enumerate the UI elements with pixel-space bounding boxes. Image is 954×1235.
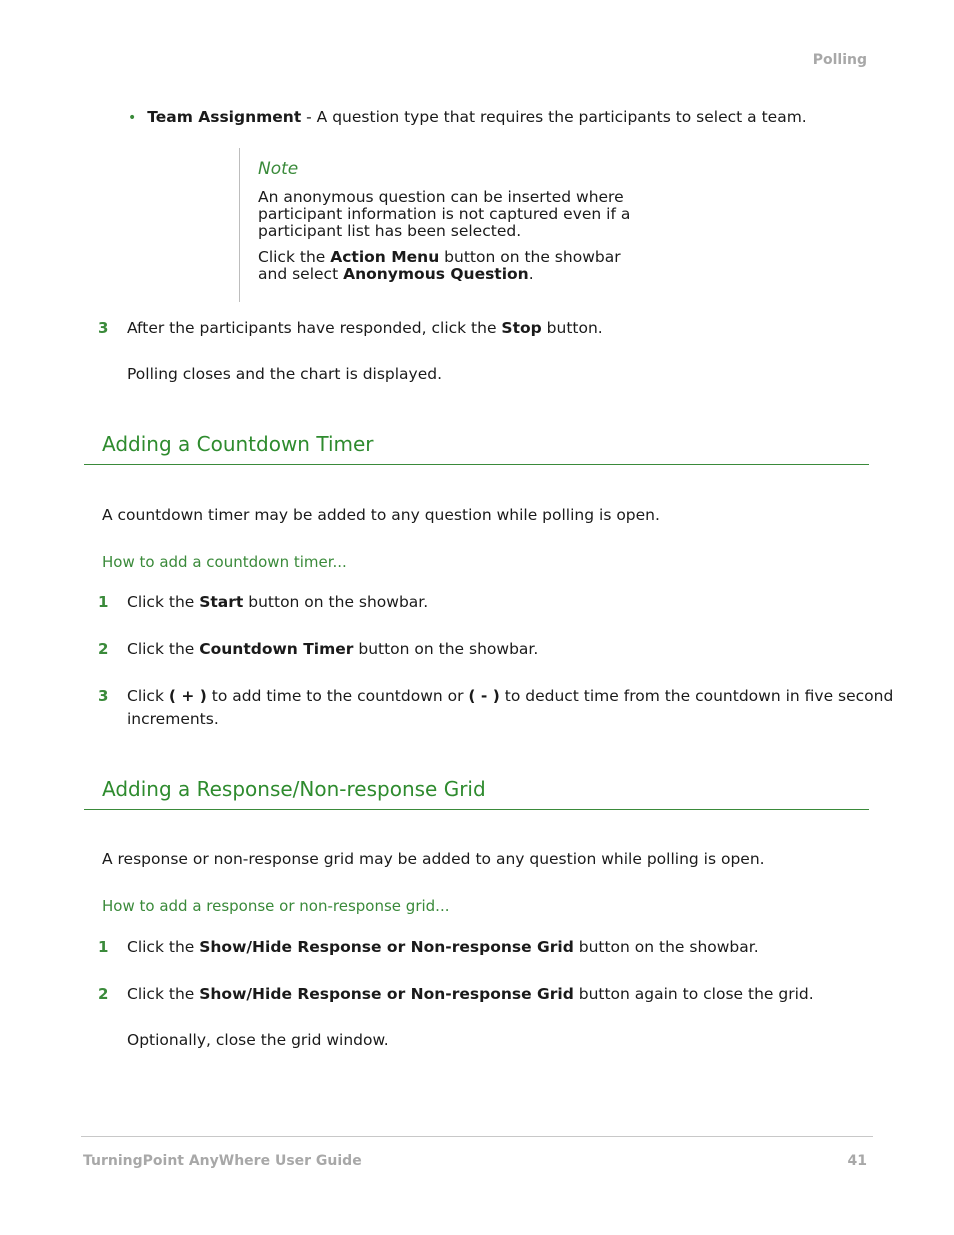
howto-subhead: How to add a countdown timer... (102, 553, 347, 571)
note-paragraph-2: Click the Action Menu button on the showbar and select Anonymous Question. (258, 248, 621, 283)
step-number: 3 (98, 687, 109, 705)
note-title: Note (258, 159, 299, 179)
footer-title: TurningPoint AnyWhere User Guide (83, 1153, 362, 1169)
section-rule (84, 809, 869, 810)
bullet-dot: • (128, 110, 137, 126)
step-followup: Polling closes and the chart is displayed. (127, 365, 443, 383)
section-heading-countdown: Adding a Countdown Timer (102, 432, 374, 456)
section-rule (84, 464, 869, 465)
step-number: 2 (98, 640, 109, 658)
page-number: 41 (847, 1153, 867, 1169)
note-paragraph-1: An anonymous question can be inserted where participant information is not captured even if a participant list has been selected. (258, 188, 631, 240)
step-followup: Optionally, close the grid window. (127, 1031, 389, 1049)
howto-subhead: How to add a response or non-response grid... (102, 897, 450, 915)
step-text: Click the Start button on the showbar. (127, 593, 429, 611)
bullet-item (128, 108, 807, 126)
step-number: 3 (98, 319, 109, 337)
bullet-term: Team Assignment (147, 108, 302, 126)
step-text: Click ( + ) to add time to the countdown or ( - ) to deduct time from the countdown in five second (127, 687, 894, 705)
note-bar (239, 148, 240, 302)
step-number: 2 (98, 985, 109, 1003)
footer-rule (81, 1136, 873, 1137)
step-text: Click the Show/Hide Response or Non-response Grid button again to close the grid. (127, 985, 814, 1003)
step-text-continued: increments. (127, 710, 219, 728)
step-text: Click the Show/Hide Response or Non-response Grid button on the showbar. (127, 938, 759, 956)
section-intro: A countdown timer may be added to any question while polling is open. (102, 506, 660, 524)
bullet-text: - A question type that requires the participants to select a team. (301, 108, 807, 126)
step-number: 1 (98, 938, 109, 956)
step-text: Click the Countdown Timer button on the showbar. (127, 640, 539, 658)
section-heading-grid: Adding a Response/Non-response Grid (102, 777, 486, 801)
step-number: 1 (98, 593, 109, 611)
step-text: After the participants have responded, click the Stop button. (127, 319, 603, 337)
section-intro: A response or non-response grid may be added to any question while polling is open. (102, 850, 765, 868)
running-header: Polling (812, 52, 867, 68)
